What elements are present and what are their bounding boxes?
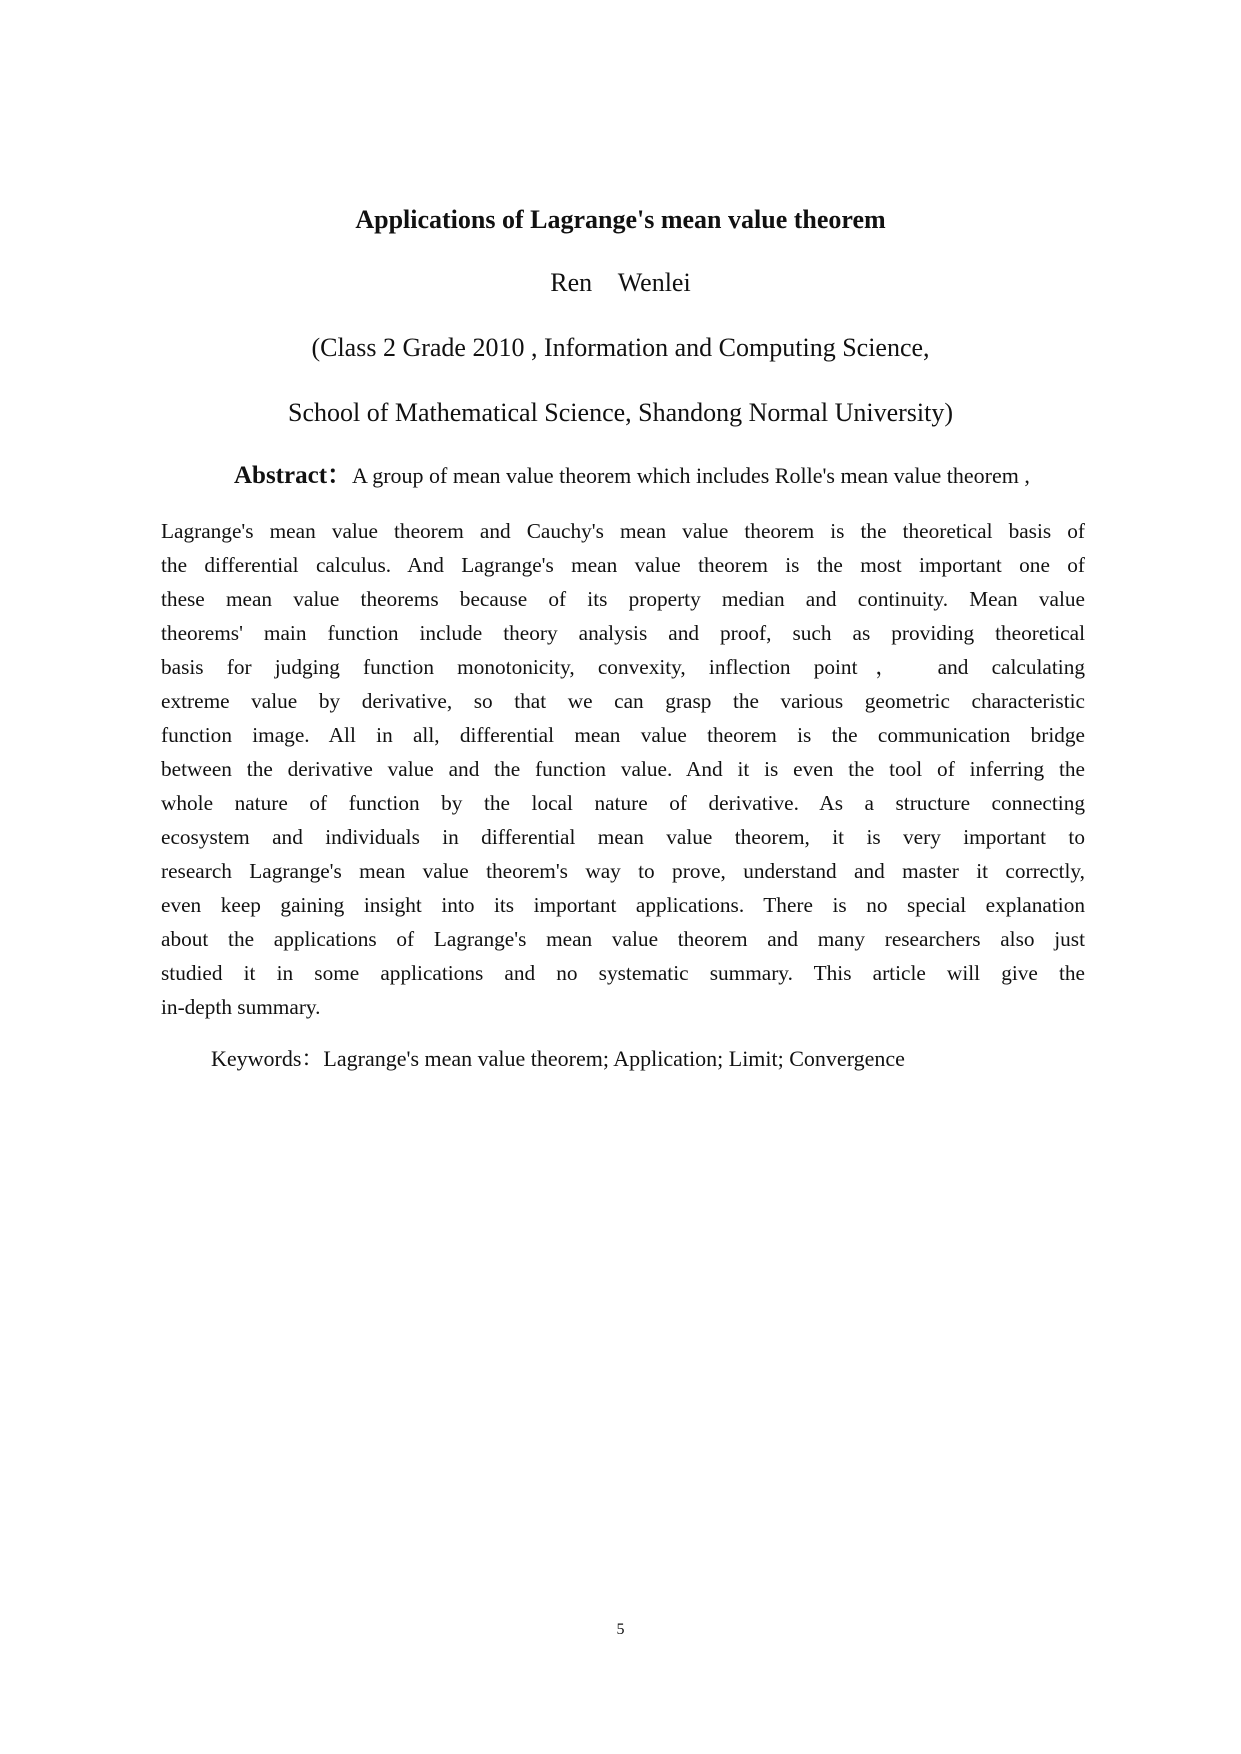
author-name: Ren Wenlei bbox=[550, 268, 691, 297]
abstract-line: theorems' main function include theory analysis and proof, such as providing theoretical bbox=[161, 621, 1085, 645]
paper-title: Applications of Lagrange's mean value theorem bbox=[355, 205, 886, 234]
abstract-line: ecosystem and individuals in differential mean value theorem, it is very important to bbox=[161, 825, 1085, 849]
abstract-line: the differential calculus. And Lagrange's mean value theorem is the most important one of bbox=[161, 553, 1085, 577]
abstract-first-line bbox=[234, 458, 1030, 494]
abstract-first-line-text: A group of mean value theorem which includes Rolle's mean value theorem , bbox=[352, 463, 1030, 488]
abstract-line: about the applications of Lagrange's mean value theorem and many researchers also just bbox=[161, 927, 1085, 951]
abstract-line: these mean value theorems because of its property median and continuity. Mean value bbox=[161, 587, 1085, 611]
affiliation-line-1: (Class 2 Grade 2010 , Information and Computing Science, bbox=[311, 333, 930, 362]
abstract-line: research Lagrange's mean value theorem's way to prove, understand and master it correctly, bbox=[161, 859, 1085, 883]
abstract-line: basis for judging function monotonicity, convexity, inflection point， and calculating bbox=[161, 655, 1085, 679]
page-number: 5 bbox=[616, 1621, 625, 1638]
abstract-line: between the derivative value and the function value. And it is even the tool of inferring the bbox=[161, 757, 1085, 781]
abstract-line: extreme value by derivative, so that we can grasp the various geometric characteristic bbox=[161, 689, 1085, 713]
abstract-line: function image. All in all, differential mean value theorem is the communication bridge bbox=[161, 723, 1085, 747]
abstract-label: Abstract： bbox=[234, 462, 353, 489]
abstract-line: in-depth summary. bbox=[161, 995, 321, 1019]
abstract-line: studied it in some applications and no systematic summary. This article will give the bbox=[161, 961, 1085, 985]
abstract-line: whole nature of function by the local nature of derivative. As a structure connecting bbox=[161, 791, 1085, 815]
abstract-line: even keep gaining insight into its important applications. There is no special explanation bbox=[161, 893, 1085, 917]
keywords-line: Keywords：Lagrange's mean value theorem; Application; Limit; Convergence bbox=[211, 1046, 905, 1071]
affiliation-line-2: School of Mathematical Science, Shandong Normal University) bbox=[287, 398, 953, 427]
abstract-body bbox=[161, 514, 1085, 1024]
abstract-line: Lagrange's mean value theorem and Cauchy's mean value theorem is the theoretical basis of bbox=[161, 519, 1085, 543]
